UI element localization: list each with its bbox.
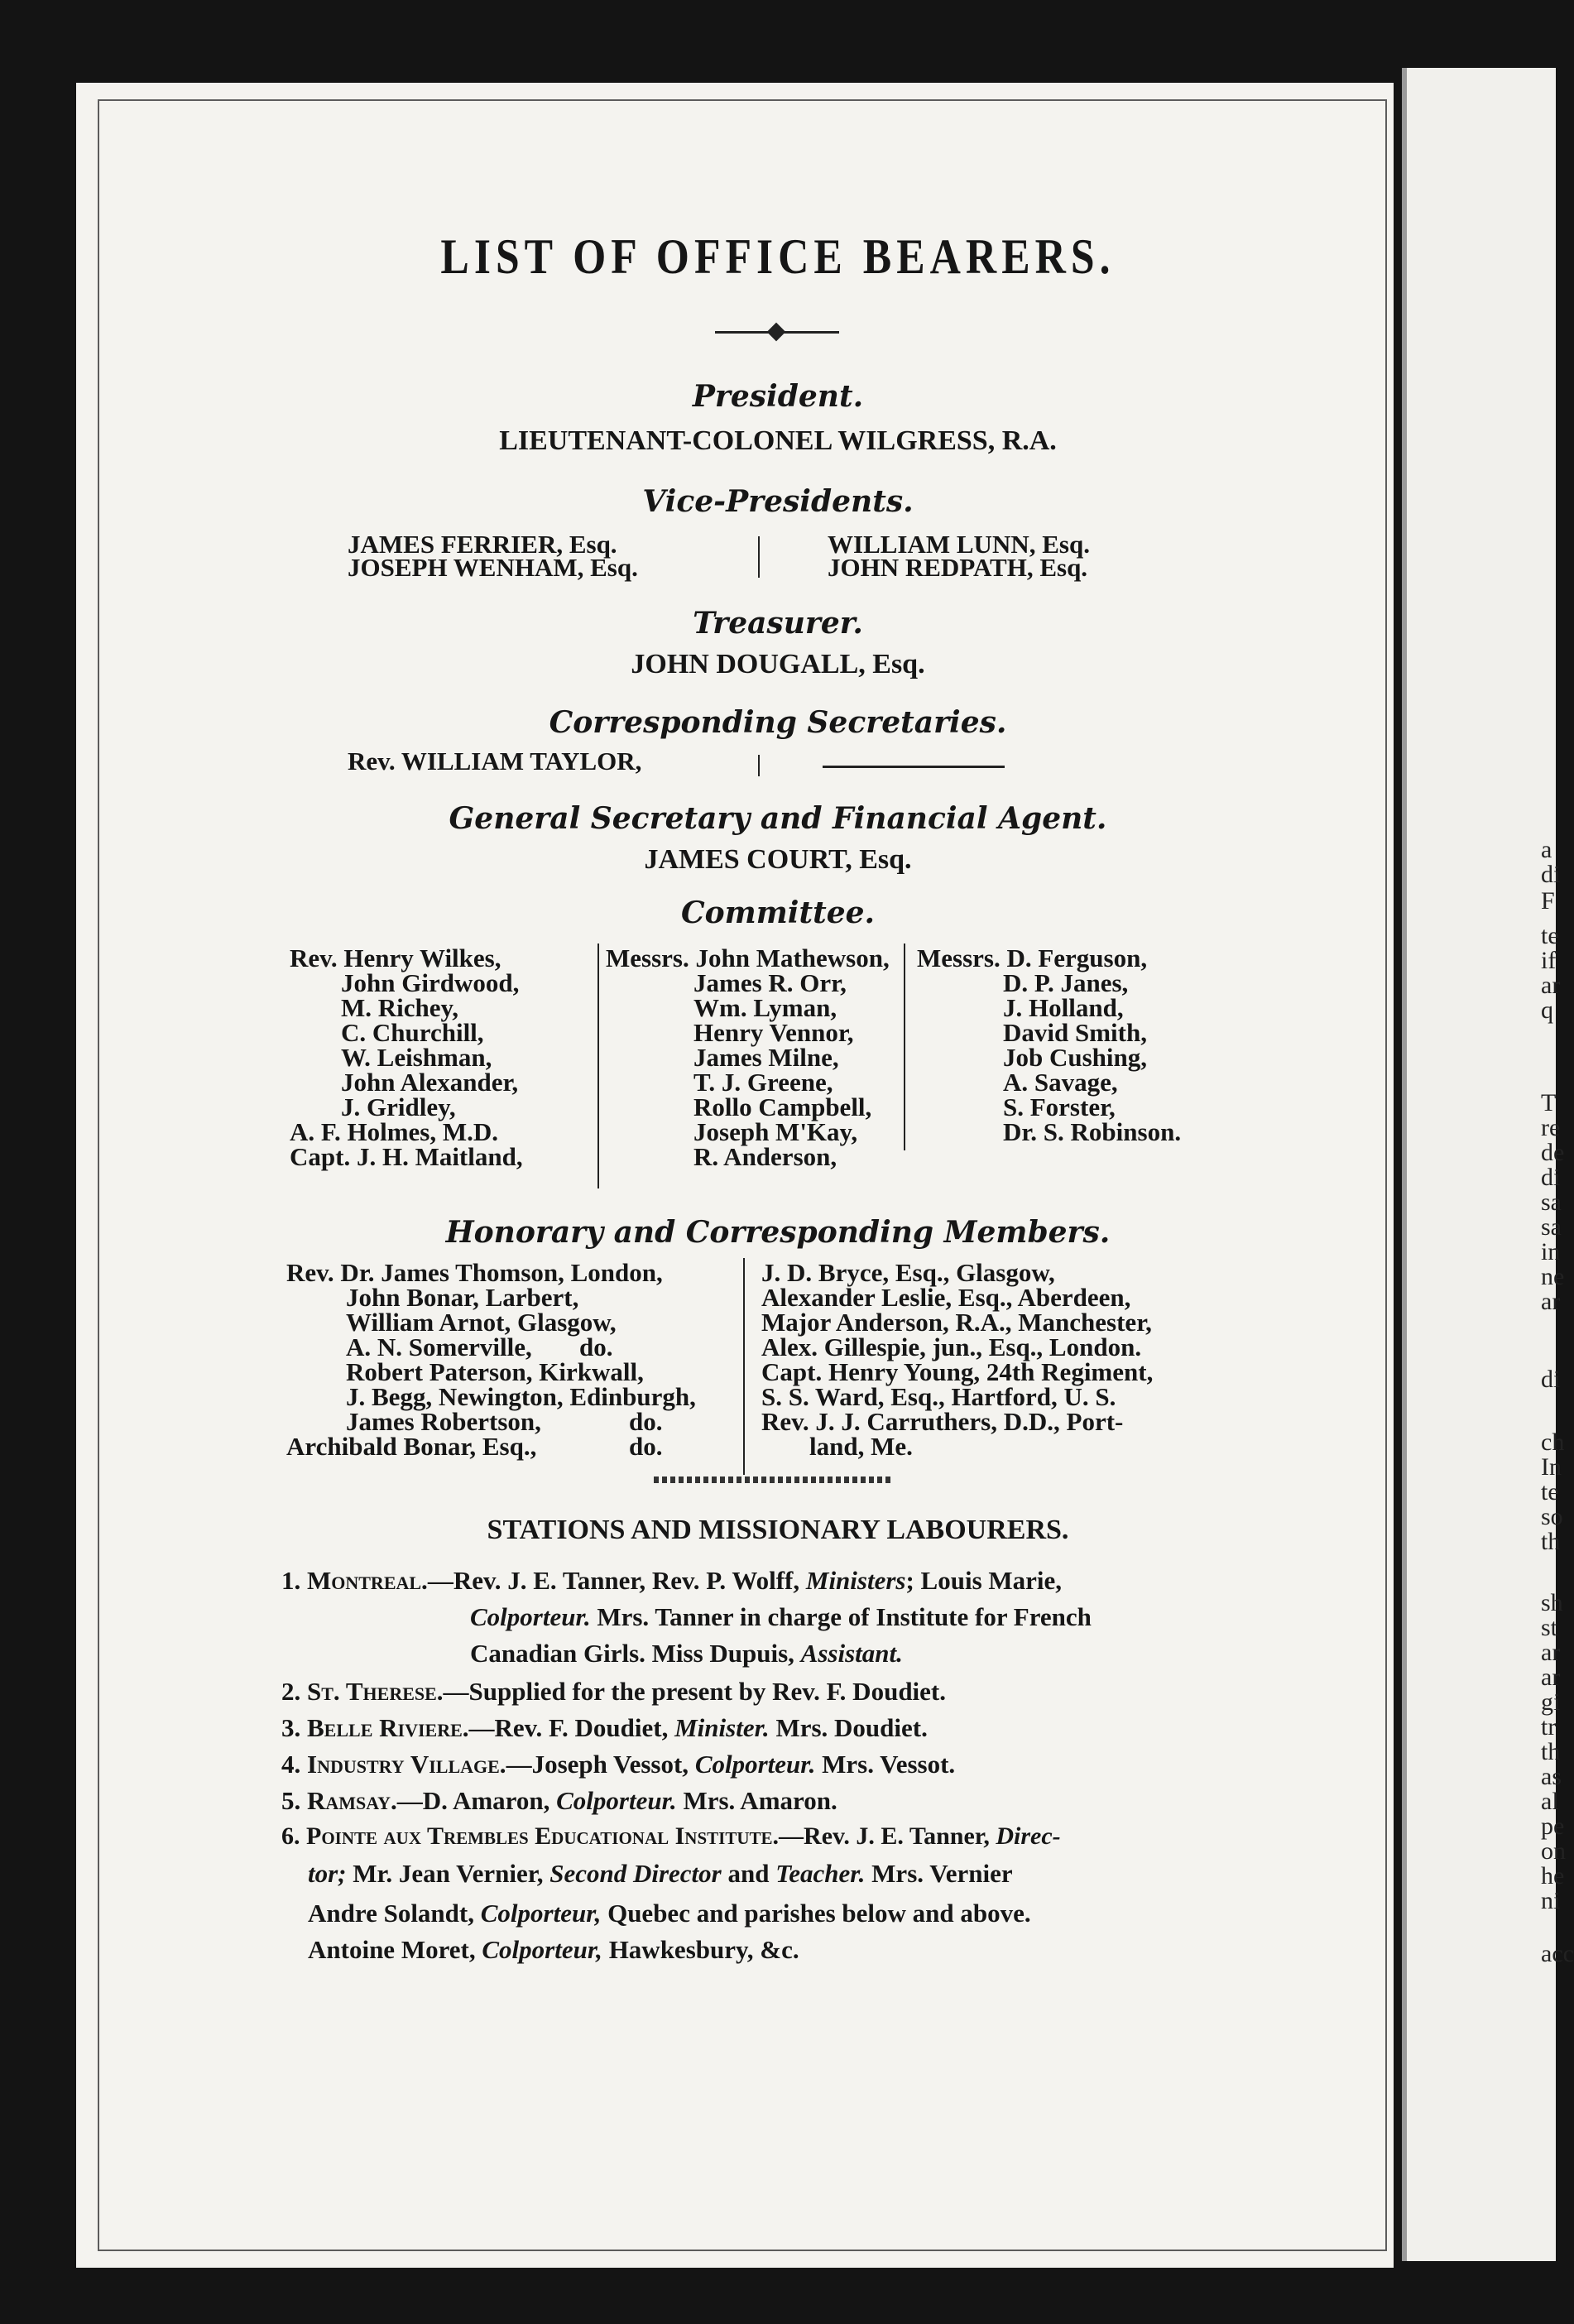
committee-col3-item: Messrs. D. Ferguson, [917, 944, 1148, 972]
committee-col1-item: A. F. Holmes, M.D. [290, 1117, 498, 1146]
adjacent-page-text-fragment: F [1541, 887, 1555, 915]
vp-right-1: WILLIAM LUNN, Esq. [828, 530, 1090, 559]
committee-col2-item: Messrs. John Mathewson, [606, 944, 890, 972]
honorary-left-item: Rev. Dr. James Thomson, London, [286, 1258, 663, 1287]
committee-col2-item: Henry Vennor, [693, 1018, 854, 1047]
wavy-divider [654, 1477, 894, 1483]
committee-col2-item: James R. Orr, [693, 968, 847, 997]
committee-col1-item: John Girdwood, [341, 968, 520, 997]
adjacent-page-text-fragment: T [1541, 1089, 1557, 1116]
committee-col3-item: D. P. Janes, [1003, 968, 1129, 997]
station-3: 3. Belle Riviere.—Rev. F. Doudiet, Minister. Mrs. Doudiet. [281, 1713, 928, 1742]
honorary-left-item: J. Begg, Newington, Edinburgh, [346, 1382, 696, 1411]
adjacent-page-text-fragment: ch [1541, 1428, 1565, 1456]
station-1-line-2: Colporteur. Mrs. Tanner in charge of Institute for French [470, 1602, 1092, 1631]
honorary-right-item: J. D. Bryce, Esq., Glasgow, [761, 1258, 1055, 1287]
committee-col3-item: Job Cushing, [1003, 1043, 1148, 1072]
station-1-line-1: 1. Montreal.—Rev. J. E. Tanner, Rev. P. Wolff, Ministers; Louis Marie, [281, 1566, 1063, 1595]
adjacent-page-text-fragment: he [1541, 1862, 1565, 1889]
honorary-right-item: Major Anderson, R.A., Manchester, [761, 1308, 1152, 1337]
adjacent-page-text-fragment: In [1541, 1453, 1562, 1481]
general-secretary-heading: General Secretary and Financial Agent. [449, 801, 1107, 836]
committee-col3-item: J. Holland, [1003, 993, 1124, 1022]
vp-left-1: JAMES FERRIER, Esq. [348, 530, 617, 559]
colporteur-moret: Antoine Moret, Colporteur, Hawkesbury, &c. [308, 1935, 799, 1964]
honorary-left-item: William Arnot, Glasgow, [346, 1308, 617, 1337]
committee-col1-item: John Alexander, [341, 1068, 519, 1097]
adjacent-page-text-fragment: sh [1541, 1589, 1563, 1616]
honorary-right-item: Rev. J. J. Carruthers, D.D., Port- [761, 1407, 1124, 1436]
adjacent-page-text-fragment: di [1541, 1366, 1561, 1393]
adjacent-page-text-fragment: as [1541, 1763, 1562, 1790]
committee-col3-item: Dr. S. Robinson. [1003, 1117, 1182, 1146]
vp-left-2: JOSEPH WENHAM, Esq. [348, 553, 638, 582]
station-1-line-3: Canadian Girls. Miss Dupuis, Assistant. [470, 1639, 903, 1668]
adjacent-page-text-fragment: on [1541, 1837, 1566, 1865]
committee-col3-item: S. Forster, [1003, 1092, 1116, 1121]
adjacent-page-text-fragment: tr [1541, 1713, 1557, 1741]
honorary-right-item: Alexander Leslie, Esq., Aberdeen, [761, 1283, 1131, 1312]
committee-col1-item: W. Leishman, [341, 1043, 492, 1072]
station-6-line-1: 6. Pointe aux Trembles Educational Institute.—Rev. J. E. Tanner, Direc- [281, 1822, 1061, 1850]
adjacent-page-text-fragment: te [1541, 922, 1559, 949]
adjacent-page-text-fragment: ar [1541, 972, 1561, 999]
ditto-mark: do. [629, 1432, 663, 1461]
vp-right-2: JOHN REDPATH, Esq. [828, 553, 1088, 582]
vacant-line [823, 766, 1005, 768]
committee-col1-item: Capt. J. H. Maitland, [290, 1142, 523, 1171]
station-6-line-2: tor; Mr. Jean Vernier, Second Director and Teacher. Mrs. Vernier [308, 1859, 1013, 1888]
adjacent-page-text-fragment: th [1541, 1528, 1561, 1555]
committee-col1-item: J. Gridley, [341, 1092, 456, 1121]
adjacent-page-text-fragment: gi [1541, 1688, 1561, 1716]
adjacent-page-text-fragment: ne [1541, 1263, 1565, 1290]
honorary-right-item: land, Me. [809, 1432, 913, 1461]
ditto-mark: do. [579, 1332, 613, 1361]
committee-col2-item: T. J. Greene, [693, 1068, 833, 1097]
adjacent-page-text-fragment: pe [1541, 1813, 1565, 1840]
committee-col2-item: R. Anderson, [693, 1142, 837, 1171]
page-title: LIST OF OFFICE BEARERS. [440, 229, 1116, 284]
corresponding-secretaries-heading: Corresponding Secretaries. [549, 705, 1007, 740]
honorary-left-item: James Robertson, [346, 1407, 541, 1436]
adjacent-page-text-fragment: sa [1541, 1188, 1562, 1216]
adjacent-page-text-fragment: di [1541, 1164, 1561, 1191]
adjacent-page-text-fragment: ar [1541, 1664, 1561, 1691]
stations-heading: STATIONS AND MISSIONARY LABOURERS. [487, 1515, 1069, 1545]
treasurer-name: JOHN DOUGALL, Esq. [631, 649, 925, 679]
honorary-right-item: Capt. Henry Young, 24th Regiment, [761, 1357, 1154, 1386]
honorary-left-item: John Bonar, Larbert, [346, 1283, 579, 1312]
committee-col3-item: A. Savage, [1003, 1068, 1118, 1097]
adjacent-page-text-fragment: th [1541, 1738, 1561, 1765]
ornament-divider [715, 331, 839, 334]
committee-col1-item: Rev. Henry Wilkes, [290, 944, 501, 972]
committee-heading: Committee. [680, 896, 876, 930]
committee-col3-item: David Smith, [1003, 1018, 1147, 1047]
treasurer-heading: Treasurer. [693, 606, 863, 641]
committee-col1-item: C. Churchill, [341, 1018, 484, 1047]
committee-col2-item: Wm. Lyman, [693, 993, 837, 1022]
committee-col1-item: M. Richey, [341, 993, 459, 1022]
adjacent-page-text-fragment: so [1541, 1503, 1563, 1530]
adjacent-page-text-fragment: acc [1541, 1940, 1574, 1967]
president-name: LIEUTENANT-COLONEL WILGRESS, R.A. [499, 425, 1057, 456]
committee-col2-item: Joseph M'Kay, [693, 1117, 858, 1146]
adjacent-page-text-fragment: te [1541, 1478, 1559, 1505]
adjacent-page-text-fragment: a [1541, 836, 1552, 863]
adjacent-page-text-fragment: ni [1541, 1887, 1561, 1914]
corresponding-secretary-name: Rev. WILLIAM TAYLOR, [348, 747, 642, 775]
adjacent-page-text-fragment: if [1541, 947, 1557, 974]
honorary-right-item: S. S. Ward, Esq., Hartford, U. S. [761, 1382, 1116, 1411]
adjacent-page-text-fragment: ar [1541, 1288, 1561, 1315]
adjacent-page-text-fragment: st [1541, 1614, 1558, 1641]
honorary-left-item: Robert Paterson, Kirkwall, [346, 1357, 644, 1386]
adjacent-page-text-fragment: de [1541, 1139, 1565, 1166]
station-4: 4. Industry Village.—Joseph Vessot, Colporteur. Mrs. Vessot. [281, 1750, 956, 1779]
colporteur-solandt: Andre Solandt, Colporteur, Quebec and parishes below and above. [308, 1899, 1031, 1928]
general-secretary-name: JAMES COURT, Esq. [644, 844, 912, 875]
adjacent-page-text-fragment: q [1541, 996, 1553, 1024]
honorary-heading: Honorary and Corresponding Members. [445, 1215, 1111, 1250]
page-border [98, 99, 1387, 2251]
president-heading: President. [692, 379, 864, 414]
adjacent-page-text-fragment: al [1541, 1788, 1559, 1815]
station-2: 2. St. Therese.—Supplied for the present by Rev. F. Doudiet. [281, 1677, 946, 1706]
committee-col2-item: Rollo Campbell, [693, 1092, 872, 1121]
honorary-left-item: A. N. Somerville, [346, 1332, 532, 1361]
ditto-mark: do. [629, 1407, 663, 1436]
adjacent-page-text-fragment: di [1541, 861, 1561, 888]
adjacent-page-text-fragment: re [1541, 1114, 1561, 1141]
station-5: 5. Ramsay.—D. Amaron, Colporteur. Mrs. Amaron. [281, 1786, 837, 1815]
honorary-right-item: Alex. Gillespie, jun., Esq., London. [761, 1332, 1142, 1361]
committee-col2-item: James Milne, [693, 1043, 839, 1072]
vice-presidents-heading: Vice-Presidents. [642, 484, 914, 519]
adjacent-page-text-fragment: ar [1541, 1639, 1561, 1666]
honorary-left-item: Archibald Bonar, Esq., [286, 1432, 537, 1461]
adjacent-page-text-fragment: sa [1541, 1213, 1562, 1241]
adjacent-page-text-fragment: in [1541, 1238, 1561, 1265]
